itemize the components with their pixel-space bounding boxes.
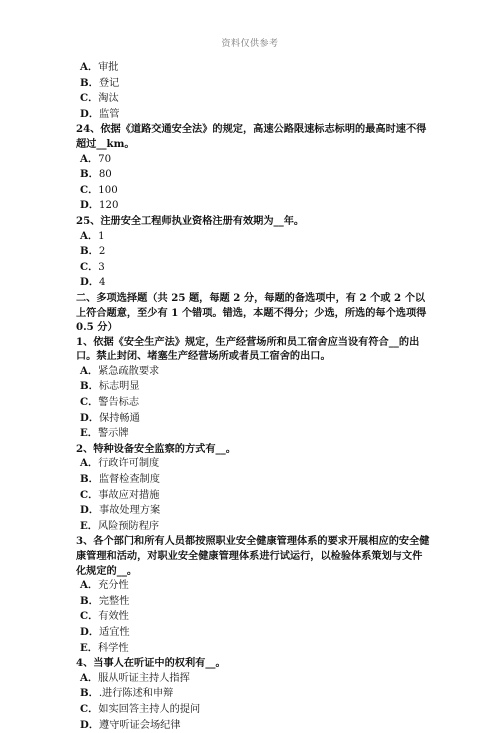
option-text: 1 <box>98 230 105 242</box>
answer-option <box>76 718 432 733</box>
page-header: 资料仅供参考 <box>221 39 279 49</box>
answer-option <box>76 76 432 92</box>
option-text: 风险预防程序 <box>97 520 160 532</box>
question-text: 3、各个部门和所有人员都按照职业安全健康管理体系的要求开展相应的安全健康管理和活动，对职业安全健康管理体系进行试运行，以检验体系策划与文件化规定的__。 <box>76 535 430 577</box>
option-key: A． <box>80 457 99 470</box>
option-text: 登记 <box>98 77 120 89</box>
answer-option <box>76 686 432 702</box>
question-text: 25、注册安全工程师执业资格注册有效期为__年。 <box>76 214 305 227</box>
answer-option <box>76 578 432 594</box>
option-text: 科学性 <box>97 642 129 654</box>
option-text: 警告标志 <box>98 397 140 409</box>
option-key: D． <box>80 276 100 289</box>
answer-option <box>76 472 432 488</box>
answer-option <box>76 609 432 625</box>
option-key: D． <box>80 199 100 212</box>
answer-option <box>76 456 432 472</box>
option-text: 警示牌 <box>97 428 129 440</box>
answer-option <box>76 426 432 442</box>
option-key: B． <box>80 380 99 393</box>
option-key: B． <box>80 473 99 486</box>
answer-option <box>76 229 432 245</box>
question-text: 4、当事人在听证中的权利有__。 <box>76 657 226 670</box>
option-text: 事故应对措施 <box>98 489 160 501</box>
option-text: 充分性 <box>98 580 129 592</box>
option-text: 遵守听证会场纪律 <box>99 719 181 731</box>
option-text: 2 <box>98 246 106 258</box>
option-key: D． <box>80 107 100 120</box>
answer-option <box>76 379 432 395</box>
option-key: A． <box>80 229 99 242</box>
option-key: C． <box>80 488 99 501</box>
option-text: 120 <box>99 200 119 212</box>
option-key: B． <box>80 687 99 700</box>
answer-option <box>76 641 432 657</box>
option-text: 70 <box>98 153 112 165</box>
option-key: A． <box>80 364 99 377</box>
option-text: 服从听证主持人指挥 <box>98 672 190 684</box>
answer-option <box>76 671 432 687</box>
answer-option <box>76 519 432 535</box>
answer-option <box>76 503 432 519</box>
option-key: D． <box>80 504 100 517</box>
option-key: E． <box>80 519 98 532</box>
answer-option <box>76 167 432 183</box>
answer-option <box>76 702 432 718</box>
question-text: 2、特种设备安全监察的方式有__。 <box>76 442 236 455</box>
answer-option <box>76 488 432 504</box>
option-text: 紧急疏散要求 <box>98 365 160 377</box>
option-text: 监管 <box>99 108 120 120</box>
question-text: 1、依据《安全生产法》规定，生产经营场所和员工宿舍应当设有符合__的出口。禁止封闭、堵塞生产经营场所或者员工宿舍的出口。 <box>76 335 420 363</box>
option-key: C． <box>80 396 99 409</box>
option-key: E． <box>80 641 98 654</box>
answer-option <box>76 395 432 411</box>
option-text: 保持畅通 <box>99 412 140 424</box>
question-text: 24、依据《道路交通安全法》的规定，高速公路限速标志标明的最高时速不得超过__km。 <box>76 123 427 150</box>
option-key: B． <box>80 245 99 258</box>
option-key: B． <box>80 594 99 607</box>
option-key: B． <box>80 168 99 181</box>
option-text: 4 <box>99 277 106 289</box>
option-key: B． <box>80 76 99 89</box>
option-text: 如实回答主持人的提问 <box>98 703 201 715</box>
option-key: D． <box>80 625 100 638</box>
option-text: 3 <box>98 261 105 273</box>
answer-option <box>76 275 432 291</box>
answer-option <box>76 91 432 107</box>
option-key: D． <box>80 411 100 424</box>
option-text: 完整性 <box>98 595 130 607</box>
answer-option <box>76 625 432 641</box>
option-key: C． <box>80 610 99 623</box>
option-text: 有效性 <box>98 611 129 623</box>
answer-option <box>76 594 432 610</box>
answer-option <box>76 364 432 380</box>
option-key: E． <box>80 427 98 440</box>
document-body <box>76 60 432 733</box>
option-key: A． <box>80 579 99 592</box>
option-key: C． <box>80 92 99 105</box>
option-text: 行政许可制度 <box>98 458 160 470</box>
option-text: 80 <box>98 169 112 181</box>
option-key: C． <box>80 702 99 715</box>
option-key: A． <box>80 671 99 684</box>
answer-option <box>76 411 432 427</box>
answer-option <box>76 60 432 76</box>
option-key: C． <box>80 183 99 196</box>
option-text: 适宜性 <box>99 626 130 638</box>
option-text: 监督检查制度 <box>98 474 160 486</box>
answer-option <box>76 183 432 199</box>
answer-option <box>76 198 432 214</box>
answer-option <box>76 260 432 276</box>
option-key: D． <box>80 718 100 731</box>
option-key: A． <box>80 61 99 73</box>
option-text: .进行陈述和申辩 <box>98 688 174 700</box>
option-text: 事故处理方案 <box>99 505 161 517</box>
answer-option <box>76 107 432 123</box>
option-text: 标志明显 <box>98 381 140 393</box>
option-key: A． <box>80 152 99 165</box>
answer-option <box>76 244 432 260</box>
option-text: 审批 <box>98 62 119 73</box>
option-text: 淘汰 <box>98 93 119 105</box>
answer-option <box>76 152 432 168</box>
option-key: C． <box>80 260 99 273</box>
option-text: 100 <box>98 184 118 196</box>
question-text: 二、多项选择题（共 25 题，每题 2 分，每题的备选项中，有 2 个或 2 个以上符合题意，至少有 1 个错项。错选，本题不得分；少选，所选的每个选项得 0.5 分） <box>76 291 427 334</box>
